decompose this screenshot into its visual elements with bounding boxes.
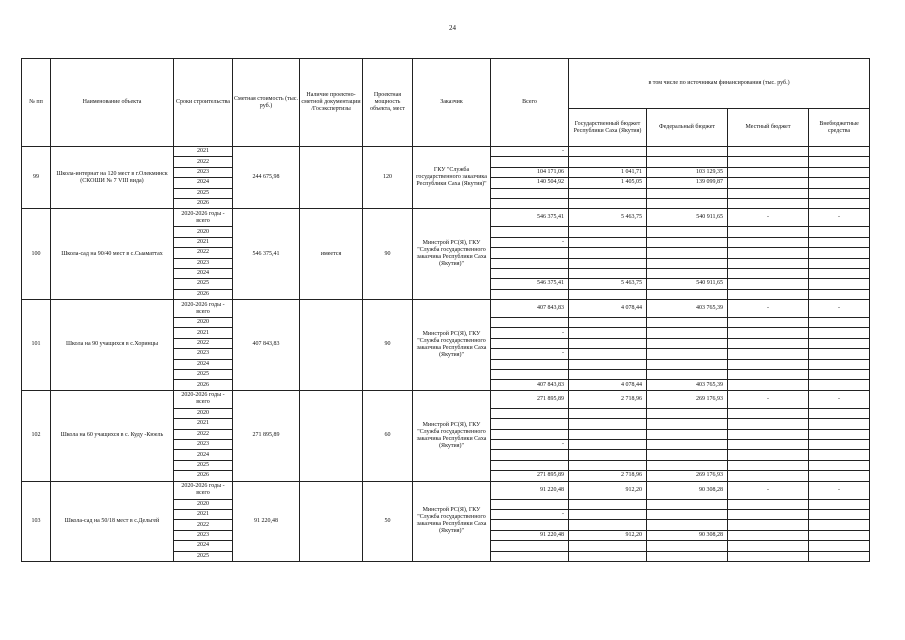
local-budget-cell: - [728, 481, 809, 499]
object-capacity: 60 [363, 390, 413, 481]
local-budget-cell [728, 338, 809, 348]
state-budget-cell: 1 405,05 [569, 178, 647, 188]
table-row [22, 390, 870, 408]
federal-budget-cell [647, 289, 728, 299]
federal-budget-cell [647, 268, 728, 278]
extra-budget-cell [809, 167, 870, 177]
state-budget-cell [569, 157, 647, 167]
extra-budget-cell [809, 258, 870, 268]
total-cell [491, 408, 569, 418]
federal-budget-cell [647, 520, 728, 530]
total-cell: 407 843,83 [491, 300, 569, 318]
year-cell: 2026 [174, 380, 233, 390]
local-budget-cell: - [728, 209, 809, 227]
extra-budget-cell [809, 551, 870, 561]
total-cell [491, 541, 569, 551]
extra-budget-cell [809, 380, 870, 390]
year-cell: 2024 [174, 450, 233, 460]
object-name: Школа-интернат на 120 мест в г.Олекминск (СКОШИ № 7 VIII вида) [51, 147, 174, 209]
local-budget-cell [728, 471, 809, 481]
state-budget-cell [569, 268, 647, 278]
local-budget-cell [728, 147, 809, 157]
year-cell: 2023 [174, 167, 233, 177]
state-budget-cell [569, 147, 647, 157]
federal-budget-cell: 403 765,39 [647, 380, 728, 390]
year-cell: 2025 [174, 279, 233, 289]
state-budget-cell [569, 237, 647, 247]
object-cost: 91 220,48 [233, 481, 300, 561]
object-capacity: 90 [363, 300, 413, 391]
federal-budget-cell [647, 439, 728, 449]
year-cell: 2022 [174, 520, 233, 530]
object-docs [300, 481, 363, 561]
total-cell: 271 895,89 [491, 390, 569, 408]
local-budget-cell [728, 279, 809, 289]
total-cell [491, 460, 569, 470]
extra-budget-cell [809, 509, 870, 519]
object-cost: 271 895,89 [233, 390, 300, 481]
extra-budget-cell [809, 370, 870, 380]
financing-table [21, 58, 870, 562]
total-cell [491, 318, 569, 328]
extra-budget-cell [809, 471, 870, 481]
year-cell: 2023 [174, 258, 233, 268]
federal-budget-cell: 269 176,93 [647, 390, 728, 408]
object-customer: Минстрой РС(Я), ГКУ "Служба государственного заказчика Республики Саха (Якутия)" [413, 481, 491, 561]
object-customer: Минстрой РС(Я), ГКУ "Служба государственного заказчика Республики Саха (Якутия)" [413, 209, 491, 300]
object-name: Школа на 60 учащихся в с. Кудy -Кюель [51, 390, 174, 481]
year-cell: 2025 [174, 460, 233, 470]
state-budget-cell: 912,20 [569, 481, 647, 499]
local-budget-cell [728, 541, 809, 551]
object-name: Школа-сад на 90/40 мест в с.Сыаматтах [51, 209, 174, 300]
federal-budget-cell [647, 429, 728, 439]
table-row [22, 300, 870, 318]
federal-budget-cell [647, 370, 728, 380]
year-cell: 2022 [174, 248, 233, 258]
object-number: 102 [22, 390, 51, 481]
table-row [22, 209, 870, 227]
header-extra: Внебюджетные средства [809, 109, 870, 147]
total-cell [491, 188, 569, 198]
federal-budget-cell [647, 318, 728, 328]
object-customer: Минстрой РС(Я), ГКУ "Служба государственного заказчика Республики Саха (Якутия)" [413, 300, 491, 391]
state-budget-cell [569, 227, 647, 237]
year-cell: 2026 [174, 471, 233, 481]
year-cell: 2024 [174, 268, 233, 278]
table-row [22, 147, 870, 157]
federal-budget-cell [647, 359, 728, 369]
header-sources: в том числе по источникам финансирования (тыс. руб.) [569, 59, 870, 109]
local-budget-cell [728, 328, 809, 338]
federal-budget-cell [647, 248, 728, 258]
state-budget-cell [569, 198, 647, 208]
extra-budget-cell [809, 328, 870, 338]
total-cell [491, 370, 569, 380]
object-cost: 407 843,83 [233, 300, 300, 391]
extra-budget-cell [809, 408, 870, 418]
federal-budget-cell: 139 099,87 [647, 178, 728, 188]
federal-budget-cell [647, 338, 728, 348]
object-capacity: 50 [363, 481, 413, 561]
state-budget-cell [569, 520, 647, 530]
local-budget-cell [728, 520, 809, 530]
local-budget-cell [728, 509, 809, 519]
state-budget-cell: 2 718,96 [569, 390, 647, 408]
federal-budget-cell [647, 188, 728, 198]
year-cell: 2020 [174, 408, 233, 418]
header-local: Местный бюджет [728, 109, 809, 147]
extra-budget-cell [809, 147, 870, 157]
federal-budget-cell [647, 227, 728, 237]
state-budget-cell [569, 188, 647, 198]
object-docs [300, 147, 363, 209]
year-cell: 2022 [174, 338, 233, 348]
extra-budget-cell: - [809, 390, 870, 408]
local-budget-cell [728, 530, 809, 540]
extra-budget-cell: - [809, 300, 870, 318]
extra-budget-cell [809, 349, 870, 359]
state-budget-cell: 1 041,71 [569, 167, 647, 177]
local-budget-cell [728, 370, 809, 380]
federal-budget-cell [647, 509, 728, 519]
year-cell: 2022 [174, 429, 233, 439]
year-cell: 2021 [174, 237, 233, 247]
total-cell [491, 429, 569, 439]
state-budget-cell: 5 463,75 [569, 279, 647, 289]
extra-budget-cell [809, 460, 870, 470]
federal-budget-cell: 90 308,28 [647, 530, 728, 540]
local-budget-cell: - [728, 300, 809, 318]
year-cell: 2026 [174, 198, 233, 208]
year-cell: 2023 [174, 439, 233, 449]
total-cell: - [491, 439, 569, 449]
total-cell [491, 289, 569, 299]
object-number: 103 [22, 481, 51, 561]
year-cell: 2020-2026 годы - всего [174, 209, 233, 227]
federal-budget-cell [647, 450, 728, 460]
local-budget-cell [728, 268, 809, 278]
extra-budget-cell [809, 227, 870, 237]
year-cell: 2026 [174, 289, 233, 299]
state-budget-cell [569, 541, 647, 551]
local-budget-cell [728, 359, 809, 369]
extra-budget-cell: - [809, 209, 870, 227]
year-cell: 2024 [174, 541, 233, 551]
object-docs: имеется [300, 209, 363, 300]
state-budget-cell [569, 328, 647, 338]
local-budget-cell [728, 157, 809, 167]
state-budget-cell [569, 419, 647, 429]
total-cell: 91 220,48 [491, 481, 569, 499]
local-budget-cell: - [728, 390, 809, 408]
local-budget-cell [728, 237, 809, 247]
state-budget-cell [569, 359, 647, 369]
object-docs [300, 390, 363, 481]
total-cell [491, 227, 569, 237]
total-cell: 546 375,41 [491, 209, 569, 227]
object-cost: 546 375,41 [233, 209, 300, 300]
header-no: № пп [22, 59, 51, 147]
total-cell: 104 171,06 [491, 167, 569, 177]
state-budget-cell [569, 408, 647, 418]
total-cell [491, 450, 569, 460]
total-cell: - [491, 328, 569, 338]
federal-budget-cell [647, 147, 728, 157]
year-cell: 2025 [174, 370, 233, 380]
total-cell [491, 248, 569, 258]
state-budget-cell [569, 248, 647, 258]
page-number: 24 [449, 24, 456, 32]
state-budget-cell [569, 551, 647, 561]
object-name: Школа-сад на 50/18 мест в с.Дельгей [51, 481, 174, 561]
federal-budget-cell: 269 176,93 [647, 471, 728, 481]
local-budget-cell [728, 429, 809, 439]
federal-budget-cell: 540 911,65 [647, 279, 728, 289]
total-cell: 546 375,41 [491, 279, 569, 289]
header-name: Наименование объекта [51, 59, 174, 147]
federal-budget-cell [647, 408, 728, 418]
extra-budget-cell [809, 318, 870, 328]
local-budget-cell [728, 349, 809, 359]
state-budget-cell [569, 338, 647, 348]
year-cell: 2024 [174, 359, 233, 369]
header-state: Государственный бюджет Республики Саха (Якутия) [569, 109, 647, 147]
header-docs: Наличие проектно-сметной документации /Госэкспертизы [300, 59, 363, 147]
year-cell: 2021 [174, 328, 233, 338]
year-cell: 2025 [174, 551, 233, 561]
state-budget-cell: 4 078,44 [569, 380, 647, 390]
object-customer: ГКУ "Служба государственного заказчика Республики Саха (Якутия)" [413, 147, 491, 209]
object-customer: Минстрой РС(Я), ГКУ "Служба государственного заказчика Республики Саха (Якутия)" [413, 390, 491, 481]
local-budget-cell [728, 289, 809, 299]
federal-budget-cell [647, 157, 728, 167]
local-budget-cell [728, 188, 809, 198]
extra-budget-cell [809, 338, 870, 348]
total-cell: 140 504,92 [491, 178, 569, 188]
federal-budget-cell [647, 328, 728, 338]
state-budget-cell [569, 318, 647, 328]
extra-budget-cell [809, 268, 870, 278]
total-cell [491, 198, 569, 208]
local-budget-cell [728, 178, 809, 188]
federal-budget-cell [647, 237, 728, 247]
extra-budget-cell [809, 188, 870, 198]
total-cell [491, 419, 569, 429]
extra-budget-cell [809, 499, 870, 509]
local-budget-cell [728, 460, 809, 470]
extra-budget-cell [809, 541, 870, 551]
table-row [22, 481, 870, 499]
header-federal: Федеральный бюджет [647, 109, 728, 147]
object-cost: 244 675,98 [233, 147, 300, 209]
local-budget-cell [728, 248, 809, 258]
extra-budget-cell: - [809, 481, 870, 499]
local-budget-cell [728, 499, 809, 509]
extra-budget-cell [809, 450, 870, 460]
local-budget-cell [728, 258, 809, 268]
object-number: 99 [22, 147, 51, 209]
local-budget-cell [728, 167, 809, 177]
local-budget-cell [728, 439, 809, 449]
total-cell [491, 499, 569, 509]
year-cell: 2022 [174, 157, 233, 167]
header-cost: Сметная стоимость (тыс. руб.) [233, 59, 300, 147]
state-budget-cell [569, 460, 647, 470]
extra-budget-cell [809, 419, 870, 429]
extra-budget-cell [809, 359, 870, 369]
extra-budget-cell [809, 439, 870, 449]
local-budget-cell [728, 227, 809, 237]
extra-budget-cell [809, 178, 870, 188]
year-cell: 2020 [174, 499, 233, 509]
federal-budget-cell [647, 460, 728, 470]
header-capacity: Проектная мощность объекта, мест [363, 59, 413, 147]
extra-budget-cell [809, 248, 870, 258]
state-budget-cell [569, 429, 647, 439]
header-terms: Сроки строительства [174, 59, 233, 147]
local-budget-cell [728, 551, 809, 561]
state-budget-cell: 4 078,44 [569, 300, 647, 318]
year-cell: 2020 [174, 318, 233, 328]
object-number: 100 [22, 209, 51, 300]
federal-budget-cell: 403 765,39 [647, 300, 728, 318]
federal-budget-cell [647, 258, 728, 268]
object-capacity: 120 [363, 147, 413, 209]
total-cell: - [491, 509, 569, 519]
federal-budget-cell: 90 308,28 [647, 481, 728, 499]
year-cell: 2024 [174, 178, 233, 188]
table-body [22, 147, 870, 562]
year-cell: 2023 [174, 349, 233, 359]
state-budget-cell [569, 450, 647, 460]
total-cell: 407 843,83 [491, 380, 569, 390]
state-budget-cell [569, 509, 647, 519]
federal-budget-cell [647, 419, 728, 429]
extra-budget-cell [809, 289, 870, 299]
total-cell [491, 268, 569, 278]
total-cell: - [491, 349, 569, 359]
year-cell: 2020-2026 годы - всего [174, 481, 233, 499]
total-cell [491, 338, 569, 348]
local-budget-cell [728, 419, 809, 429]
federal-budget-cell [647, 198, 728, 208]
year-cell: 2021 [174, 147, 233, 157]
year-cell: 2021 [174, 509, 233, 519]
table-header [22, 59, 870, 147]
year-cell: 2021 [174, 419, 233, 429]
extra-budget-cell [809, 157, 870, 167]
year-cell: 2025 [174, 188, 233, 198]
federal-budget-cell [647, 499, 728, 509]
extra-budget-cell [809, 279, 870, 289]
state-budget-cell [569, 439, 647, 449]
local-budget-cell [728, 318, 809, 328]
year-cell: 2020-2026 годы - всего [174, 300, 233, 318]
total-cell: 91 220,48 [491, 530, 569, 540]
extra-budget-cell [809, 198, 870, 208]
object-name: Школа на 90 учащихся в с.Хоринцы [51, 300, 174, 391]
state-budget-cell [569, 289, 647, 299]
total-cell [491, 258, 569, 268]
total-cell [491, 520, 569, 530]
local-budget-cell [728, 380, 809, 390]
state-budget-cell [569, 370, 647, 380]
extra-budget-cell [809, 530, 870, 540]
total-cell: - [491, 147, 569, 157]
total-cell: 271 895,89 [491, 471, 569, 481]
year-cell: 2020 [174, 227, 233, 237]
local-budget-cell [728, 198, 809, 208]
extra-budget-cell [809, 429, 870, 439]
federal-budget-cell: 540 911,65 [647, 209, 728, 227]
object-number: 101 [22, 300, 51, 391]
state-budget-cell [569, 499, 647, 509]
state-budget-cell [569, 258, 647, 268]
federal-budget-cell [647, 349, 728, 359]
total-cell [491, 359, 569, 369]
total-cell [491, 551, 569, 561]
federal-budget-cell: 103 129,35 [647, 167, 728, 177]
federal-budget-cell [647, 551, 728, 561]
total-cell: - [491, 237, 569, 247]
local-budget-cell [728, 450, 809, 460]
extra-budget-cell [809, 520, 870, 530]
state-budget-cell: 5 463,75 [569, 209, 647, 227]
year-cell: 2020-2026 годы - всего [174, 390, 233, 408]
state-budget-cell: 2 718,96 [569, 471, 647, 481]
total-cell [491, 157, 569, 167]
object-capacity: 90 [363, 209, 413, 300]
state-budget-cell [569, 349, 647, 359]
federal-budget-cell [647, 541, 728, 551]
state-budget-cell: 912,20 [569, 530, 647, 540]
header-customer: Заказчик [413, 59, 491, 147]
year-cell: 2023 [174, 530, 233, 540]
object-docs [300, 300, 363, 391]
local-budget-cell [728, 408, 809, 418]
extra-budget-cell [809, 237, 870, 247]
header-total: Всего [491, 59, 569, 147]
